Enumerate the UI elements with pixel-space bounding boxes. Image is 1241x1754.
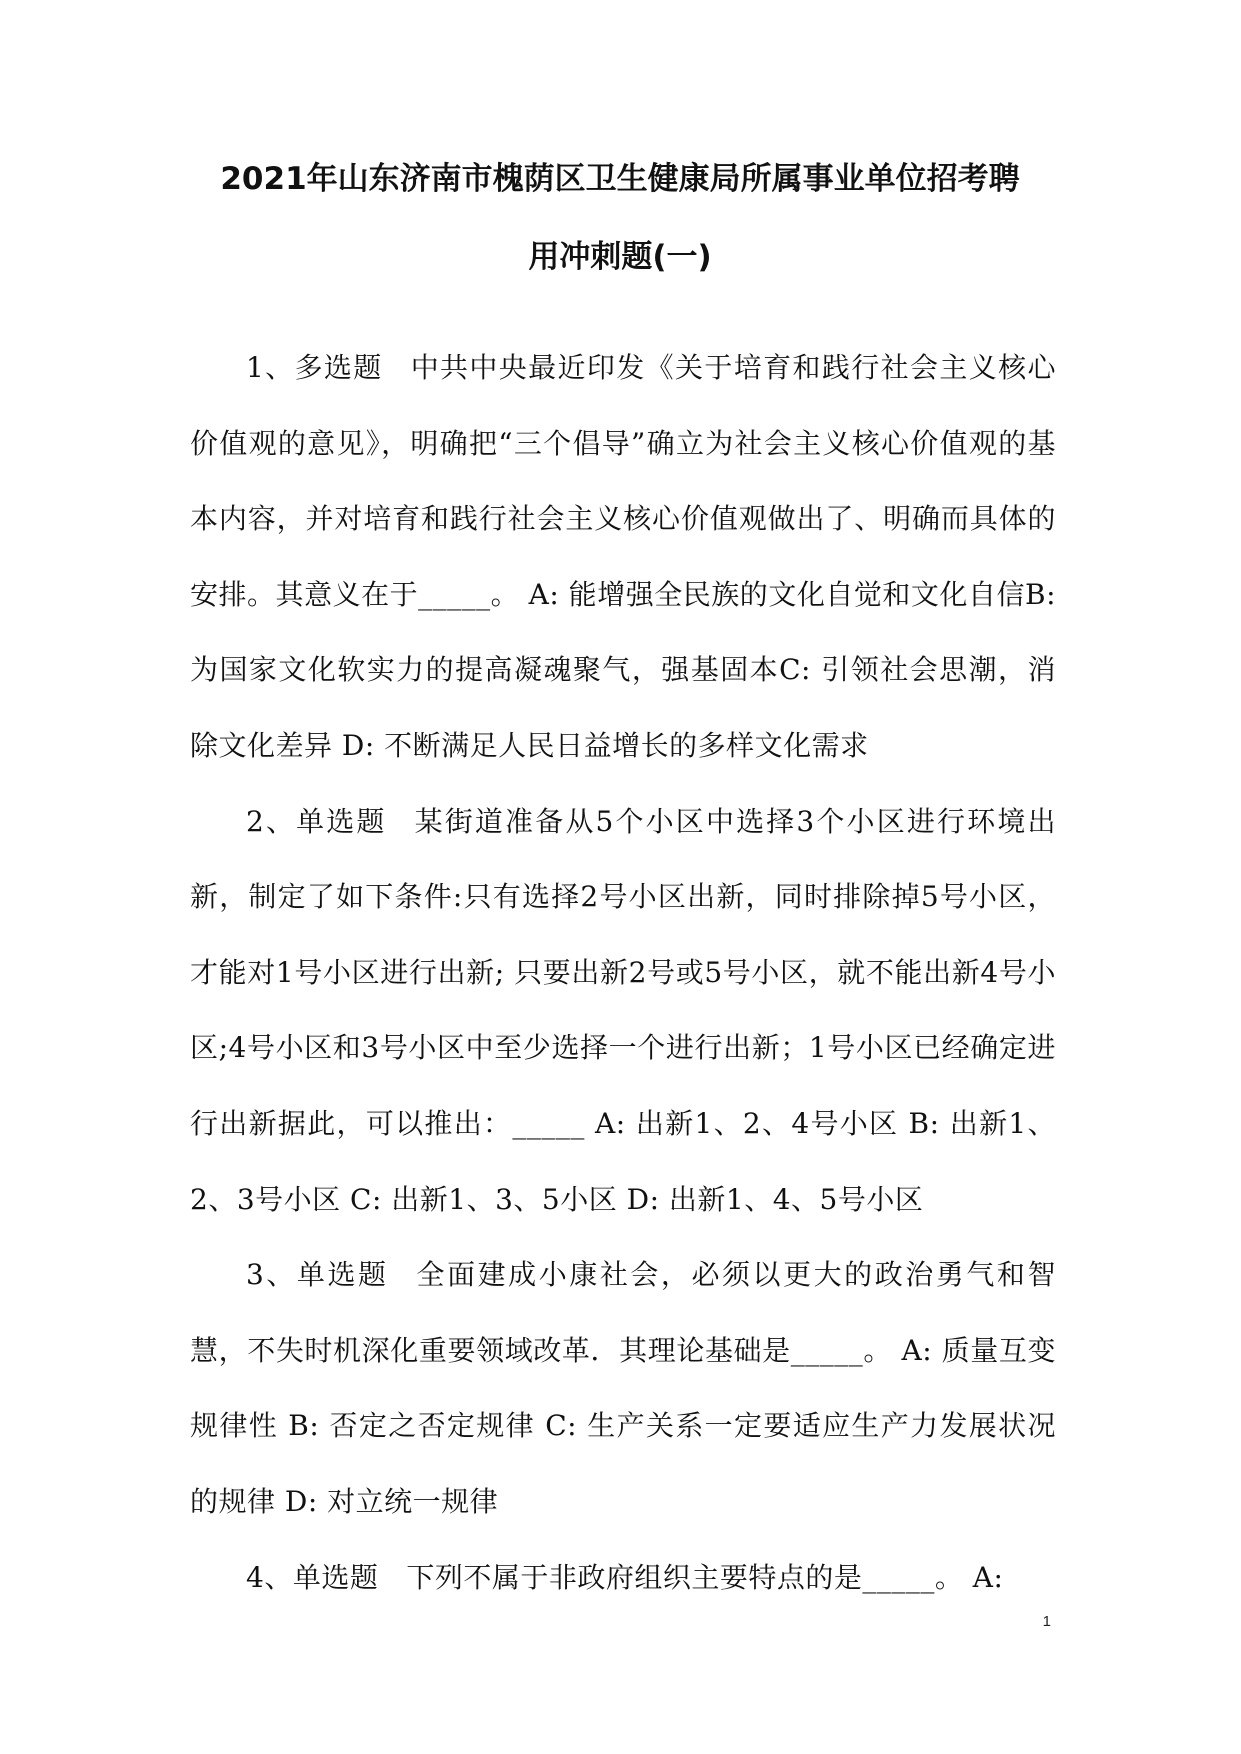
- question-number: 1、: [246, 351, 295, 384]
- question-item: [190, 330, 1056, 784]
- page-number: 1: [1042, 1613, 1051, 1630]
- question-type: 多选题: [294, 351, 383, 384]
- question-type: 单选题: [296, 1258, 389, 1292]
- question-text: 全面建成小康社会，必须以更大的政治勇气和智慧，不失时机深化重要领域改革．其理论基础是_____。 A: 质量互变规律性 B: 否定之否定规律 C: 生产关系一定要适应生产力发展状况的规律 D: 对立统一规律: [190, 1258, 1056, 1518]
- question-number: 3、: [246, 1258, 297, 1292]
- question-text: 某街道准备从5个小区中选择3个小区进行环境出新，制定了如下条件:只有选择2号小区出新，同时排除掉5号小区，才能对1号小区进行出新; 只要出新2号或5号小区，就不能出新4号小区;4号小区和3号小区中至少选择一个进行出新；1号小区已经确定进行出新据此，可以推出：_____ A: 出新1、2、4号小区 B: 出新1、2、3号小区 C: 出新1、3、5小区 D: 出新1、4、5号小区: [190, 804, 1056, 1216]
- question-item: [190, 1540, 1056, 1616]
- question-number: 2、: [246, 804, 297, 838]
- title-line-2: 用冲刺题(一): [528, 239, 712, 275]
- document-title: [150, 140, 1090, 296]
- question-text: 下列不属于非政府组织主要特点的是_____。 A:: [406, 1560, 1004, 1594]
- question-type: 单选题: [292, 1560, 379, 1594]
- question-item: [190, 784, 1056, 1238]
- title-line-1: 2021年山东济南市槐荫区卫生健康局所属事业单位招考聘: [220, 161, 1020, 197]
- question-type: 单选题: [296, 804, 387, 838]
- question-list: [190, 330, 1056, 1615]
- question-text: 中共中央最近印发《关于培育和践行社会主义核心价值观的意见》，明确把“三个倡导”确立为社会主义核心价值观的基本内容，并对培育和践行社会主义核心价值观做出了、明确而具体的安排。其意义在于_____。 A: 能增强全民族的文化自觉和文化自信B: 为国家文化软实力的提高凝魂聚气，强基固本C: 引领社会思潮，消除文化差异 D: 不断满足人民日益增长的多样文化需求: [190, 351, 1056, 762]
- question-item: [190, 1237, 1056, 1539]
- question-number: 4、: [246, 1560, 293, 1594]
